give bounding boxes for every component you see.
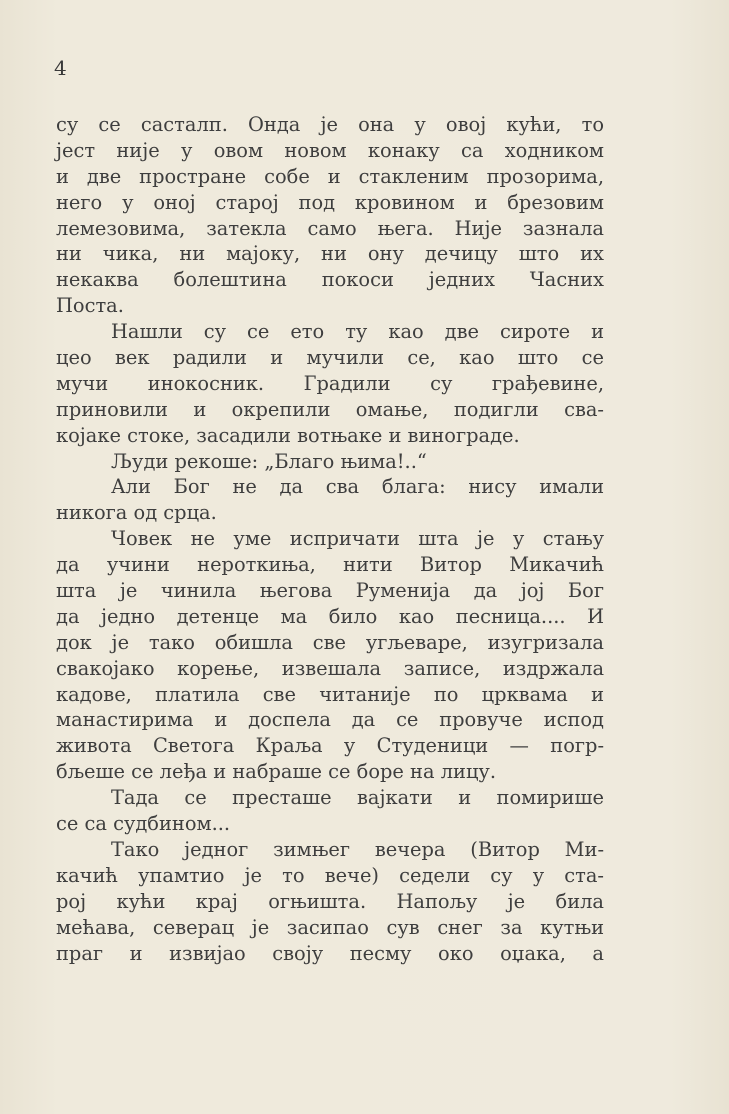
- text-line: ни чика, ни мајоку, ни ону дечицу што их: [56, 242, 604, 266]
- text-line: цео век радили и мучили се, као што се: [56, 346, 604, 370]
- text-line: док је тако обишла све угљеваре, изугризала: [56, 630, 604, 654]
- text-line: манастирима и доспела да се провуче испод: [56, 708, 604, 732]
- text-line: Човек не уме испричати шта је у стању: [111, 527, 604, 551]
- text-line: јест није у овом новом конаку са ходником: [56, 138, 604, 162]
- text-line: да учини нероткиња, нити Витор Микачић: [56, 553, 604, 577]
- text-line: живота Светога Краља у Студеници — погр-: [56, 734, 604, 758]
- text-line: бљеше се леђа и набраше се боре на лицу.: [56, 760, 496, 784]
- page-number: 4: [54, 56, 67, 80]
- text-line: приновили и окрепили омање, подигли сва-: [56, 397, 604, 421]
- text-line: Али Бог не да сва блага: нису имали: [111, 475, 604, 499]
- body-text: [56, 112, 604, 966]
- text-line: су се састалп. Онда је она у овој кући, то: [56, 113, 604, 136]
- text-line: се са судбином...: [56, 812, 231, 836]
- text-line: Тако једног зимњег вечера (Витор Ми-: [111, 837, 604, 861]
- text-line: да једно детенце ма било као песница.... И: [56, 604, 604, 628]
- text-line: качић упамтио је то вече) седели су у ста-: [56, 863, 604, 887]
- text-line: праг и извијао своју песму око оџака, а: [56, 941, 604, 965]
- text-line: мучи инокосник. Градили су грађевине,: [56, 371, 604, 395]
- text-line: никога од срца.: [56, 501, 217, 525]
- text-line: рој кући крај огњишта. Напољу је била: [56, 889, 604, 913]
- text-line: којаке стоке, засадили вотњаке и винограде.: [56, 423, 520, 447]
- text-line: некаква болештина покоси једних Часних: [56, 268, 604, 292]
- text-line: шта је чинила његова Руменија да јој Бог: [56, 579, 604, 603]
- text-line: и две простране собе и стакленим прозорима,: [56, 164, 604, 188]
- text-line: лемезовима, затекла само њега. Није зазнала: [56, 216, 604, 240]
- text-line: Тада се престаше вајкати и помирише: [111, 786, 604, 810]
- text-line: мећава, северац је засипао сув снег за кутњи: [56, 915, 604, 939]
- text-line: кадове, платила све читаније по црквама и: [56, 682, 604, 706]
- text-line: Поста.: [56, 294, 124, 318]
- text-line: него у оној старој под кровином и брезовим: [56, 190, 604, 214]
- text-line: Људи рекоше: „Благо њима!..“: [111, 449, 427, 473]
- text-line: свакојако корење, извешала записе, издржала: [56, 656, 604, 680]
- text-line: Нашли су се ето ту као две сироте и: [111, 320, 604, 344]
